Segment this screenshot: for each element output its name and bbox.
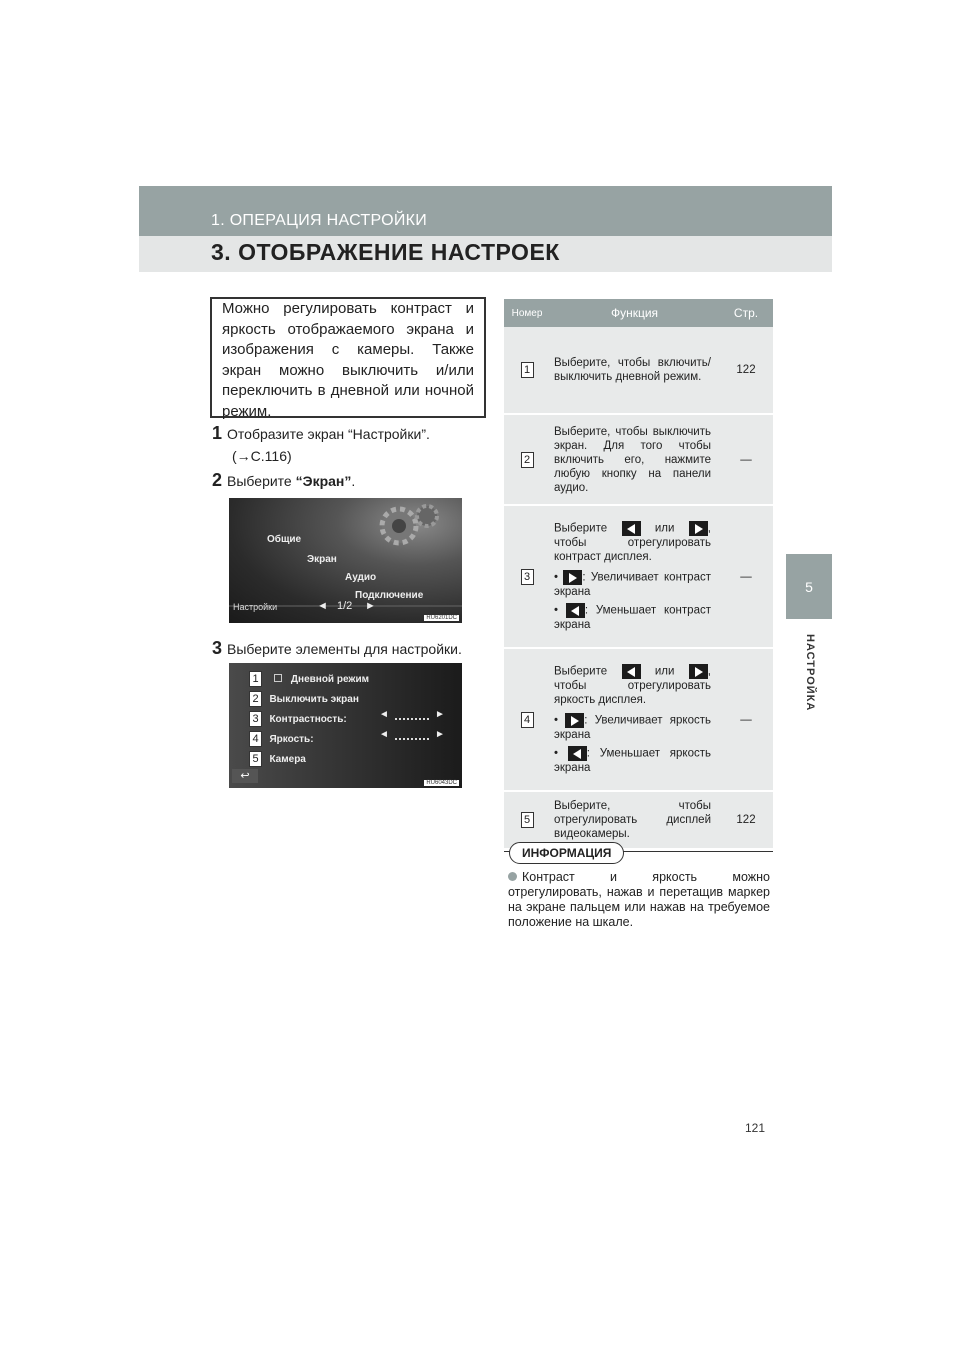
row-number-cell (504, 648, 550, 791)
chapter-label: НАСТРОЙКА (804, 634, 816, 712)
menu-item-audio[interactable]: Аудио (345, 572, 377, 583)
header-function: Функция (550, 299, 719, 327)
row-number: 3 (521, 569, 534, 585)
info-label: ИНФОРМАЦИЯ (509, 842, 624, 864)
display-row-4[interactable] (249, 729, 459, 747)
intro-box: Можно регулировать контраст и яркость отображаемого экрана и изображения с камеры. Также экран можно выключить и/или переключить в дневной или ночной режим. (210, 297, 486, 418)
fn-inc: : Увеличивает контраст экрана (554, 571, 711, 598)
left-arrow-icon (566, 603, 585, 618)
right-arrow-icon (563, 570, 582, 585)
menu-item-connection[interactable]: Подключение (355, 590, 424, 601)
step-number: 1 (212, 423, 223, 443)
menu-item-general[interactable]: Общие (267, 534, 302, 545)
table-row (504, 505, 773, 648)
table-row (504, 791, 773, 849)
page-indicator: 1/2 (337, 600, 353, 612)
step-3 (212, 637, 462, 660)
step-text: Выберите элементы для настройки. (227, 641, 462, 657)
row-label: Яркость: (269, 734, 314, 745)
row-number: 2 (521, 452, 534, 468)
step-bold: “Экран” (295, 473, 352, 489)
image-code: RU6043DC (426, 780, 457, 786)
row-label: Дневной режим (290, 674, 370, 685)
step-text: Выберите (227, 473, 296, 489)
row-label: Камера (269, 754, 306, 765)
left-arrow-icon (622, 664, 641, 679)
display-screenshot (229, 663, 462, 788)
step-2 (212, 469, 355, 492)
row-number: 1 (521, 362, 534, 378)
fn-or: или (654, 522, 675, 535)
row-function: Выберите, чтобы включить/выключить дневной режим. (550, 327, 719, 414)
callout-number: 4 (249, 731, 262, 747)
decrease-icon[interactable]: ◄ (379, 729, 389, 740)
section-header (139, 186, 832, 236)
info-text-block (508, 870, 770, 930)
row-number-cell (504, 327, 550, 414)
right-arrow-icon (689, 521, 708, 536)
fn-dec: : Уменьшает контраст экрана (554, 604, 711, 631)
row-number-cell (504, 505, 550, 648)
decrease-icon[interactable]: ◄ (379, 709, 389, 720)
callout-number: 5 (249, 751, 262, 767)
section-title: 1. ОПЕРАЦИЯ НАСТРОЙКИ (211, 212, 428, 229)
display-row-1[interactable] (249, 669, 449, 687)
callout-number: 1 (249, 671, 262, 687)
checkbox-icon (274, 674, 282, 682)
dec-line: • : Уменьшает яркость экрана (554, 747, 711, 774)
settings-screenshot (229, 498, 462, 623)
left-arrow-icon (568, 746, 587, 761)
back-icon[interactable]: ↩ (232, 769, 258, 783)
header-page: Стр. (719, 299, 773, 327)
row-number-cell (504, 791, 550, 849)
callout-number: 2 (249, 691, 262, 707)
row-page: 122 (719, 791, 773, 849)
right-arrow-icon (689, 664, 708, 679)
fn-post: , чтобы отрегулировать контраст дисплея. (554, 522, 711, 563)
brightness-scale[interactable] (395, 733, 429, 740)
page-title-bar (139, 236, 832, 272)
step-number: 2 (212, 470, 223, 490)
row-page: — (719, 505, 773, 648)
table-header (504, 299, 773, 327)
chapter-tab (786, 554, 832, 619)
header-number: Номер (504, 299, 550, 327)
row-page: 122 (719, 327, 773, 414)
prev-page-icon[interactable]: ◄ (317, 600, 328, 612)
contrast-scale[interactable] (395, 713, 429, 720)
menu-item-screen[interactable]: Экран (307, 554, 337, 565)
function-table (504, 299, 773, 850)
dec-line: • : Уменьшает контраст экрана (554, 604, 711, 631)
row-function (550, 648, 719, 791)
table-row (504, 414, 773, 505)
row-label: Контрастность: (269, 714, 347, 725)
table-row (504, 327, 773, 414)
increase-icon[interactable]: ► (435, 709, 445, 720)
image-code: RU6201DC (426, 615, 457, 621)
fn-dec: : Уменьшает яркость экрана (554, 747, 711, 774)
display-row-2[interactable] (249, 689, 449, 707)
row-function (550, 505, 719, 648)
fn-pre: Выберите (554, 522, 608, 535)
inc-line: • : Увеличивает контраст экрана (554, 571, 711, 598)
display-row-5[interactable] (249, 749, 449, 767)
increase-icon[interactable]: ► (435, 729, 445, 740)
fn-pre: Выберите (554, 665, 608, 678)
info-text: Контраст и яркость можно отрегулировать, нажав и перетащив маркер на экране пальцем или нажав на требуемое положение на шкале. (508, 870, 770, 929)
chapter-number: 5 (805, 579, 813, 595)
row-function: Выберите, чтобы выключить экран. Для того чтобы включить его, нажмите любую кнопку на панели аудио. (550, 414, 719, 505)
right-arrow-icon (565, 713, 584, 728)
gear-icon (382, 506, 437, 543)
left-arrow-icon (622, 521, 641, 536)
fn-or: или (654, 665, 675, 678)
row-number: 5 (521, 812, 534, 828)
row-number-cell (504, 414, 550, 505)
step-post: . (351, 473, 356, 489)
step-text: Отобразите экран “Настройки”. (227, 426, 430, 442)
step-ref: (→С.116) (232, 448, 292, 464)
step-number: 3 (212, 638, 223, 658)
table-row (504, 648, 773, 791)
row-page: — (719, 648, 773, 791)
fn-inc: : Увеличивает яркость экрана (554, 714, 711, 741)
page-title: 3. ОТОБРАЖЕНИЕ НАСТРОЕК (211, 239, 560, 265)
next-page-icon[interactable]: ► (365, 600, 376, 612)
display-row-3[interactable] (249, 709, 459, 727)
bullet-icon (508, 872, 517, 881)
screen-title: Настройки (233, 602, 278, 612)
callout-number: 3 (249, 711, 262, 727)
fn-post: , чтобы отрегулировать яркость дисплея. (554, 665, 711, 706)
inc-line: • : Увеличивает яркость экрана (554, 714, 711, 741)
page-number: 121 (745, 1121, 766, 1135)
row-function: Выберите, чтобы отрегулировать дисплей видеокамеры. (550, 791, 719, 849)
row-number: 4 (521, 712, 534, 728)
row-label: Выключить экран (269, 694, 359, 705)
row-page: — (719, 414, 773, 505)
step-1 (212, 422, 474, 467)
